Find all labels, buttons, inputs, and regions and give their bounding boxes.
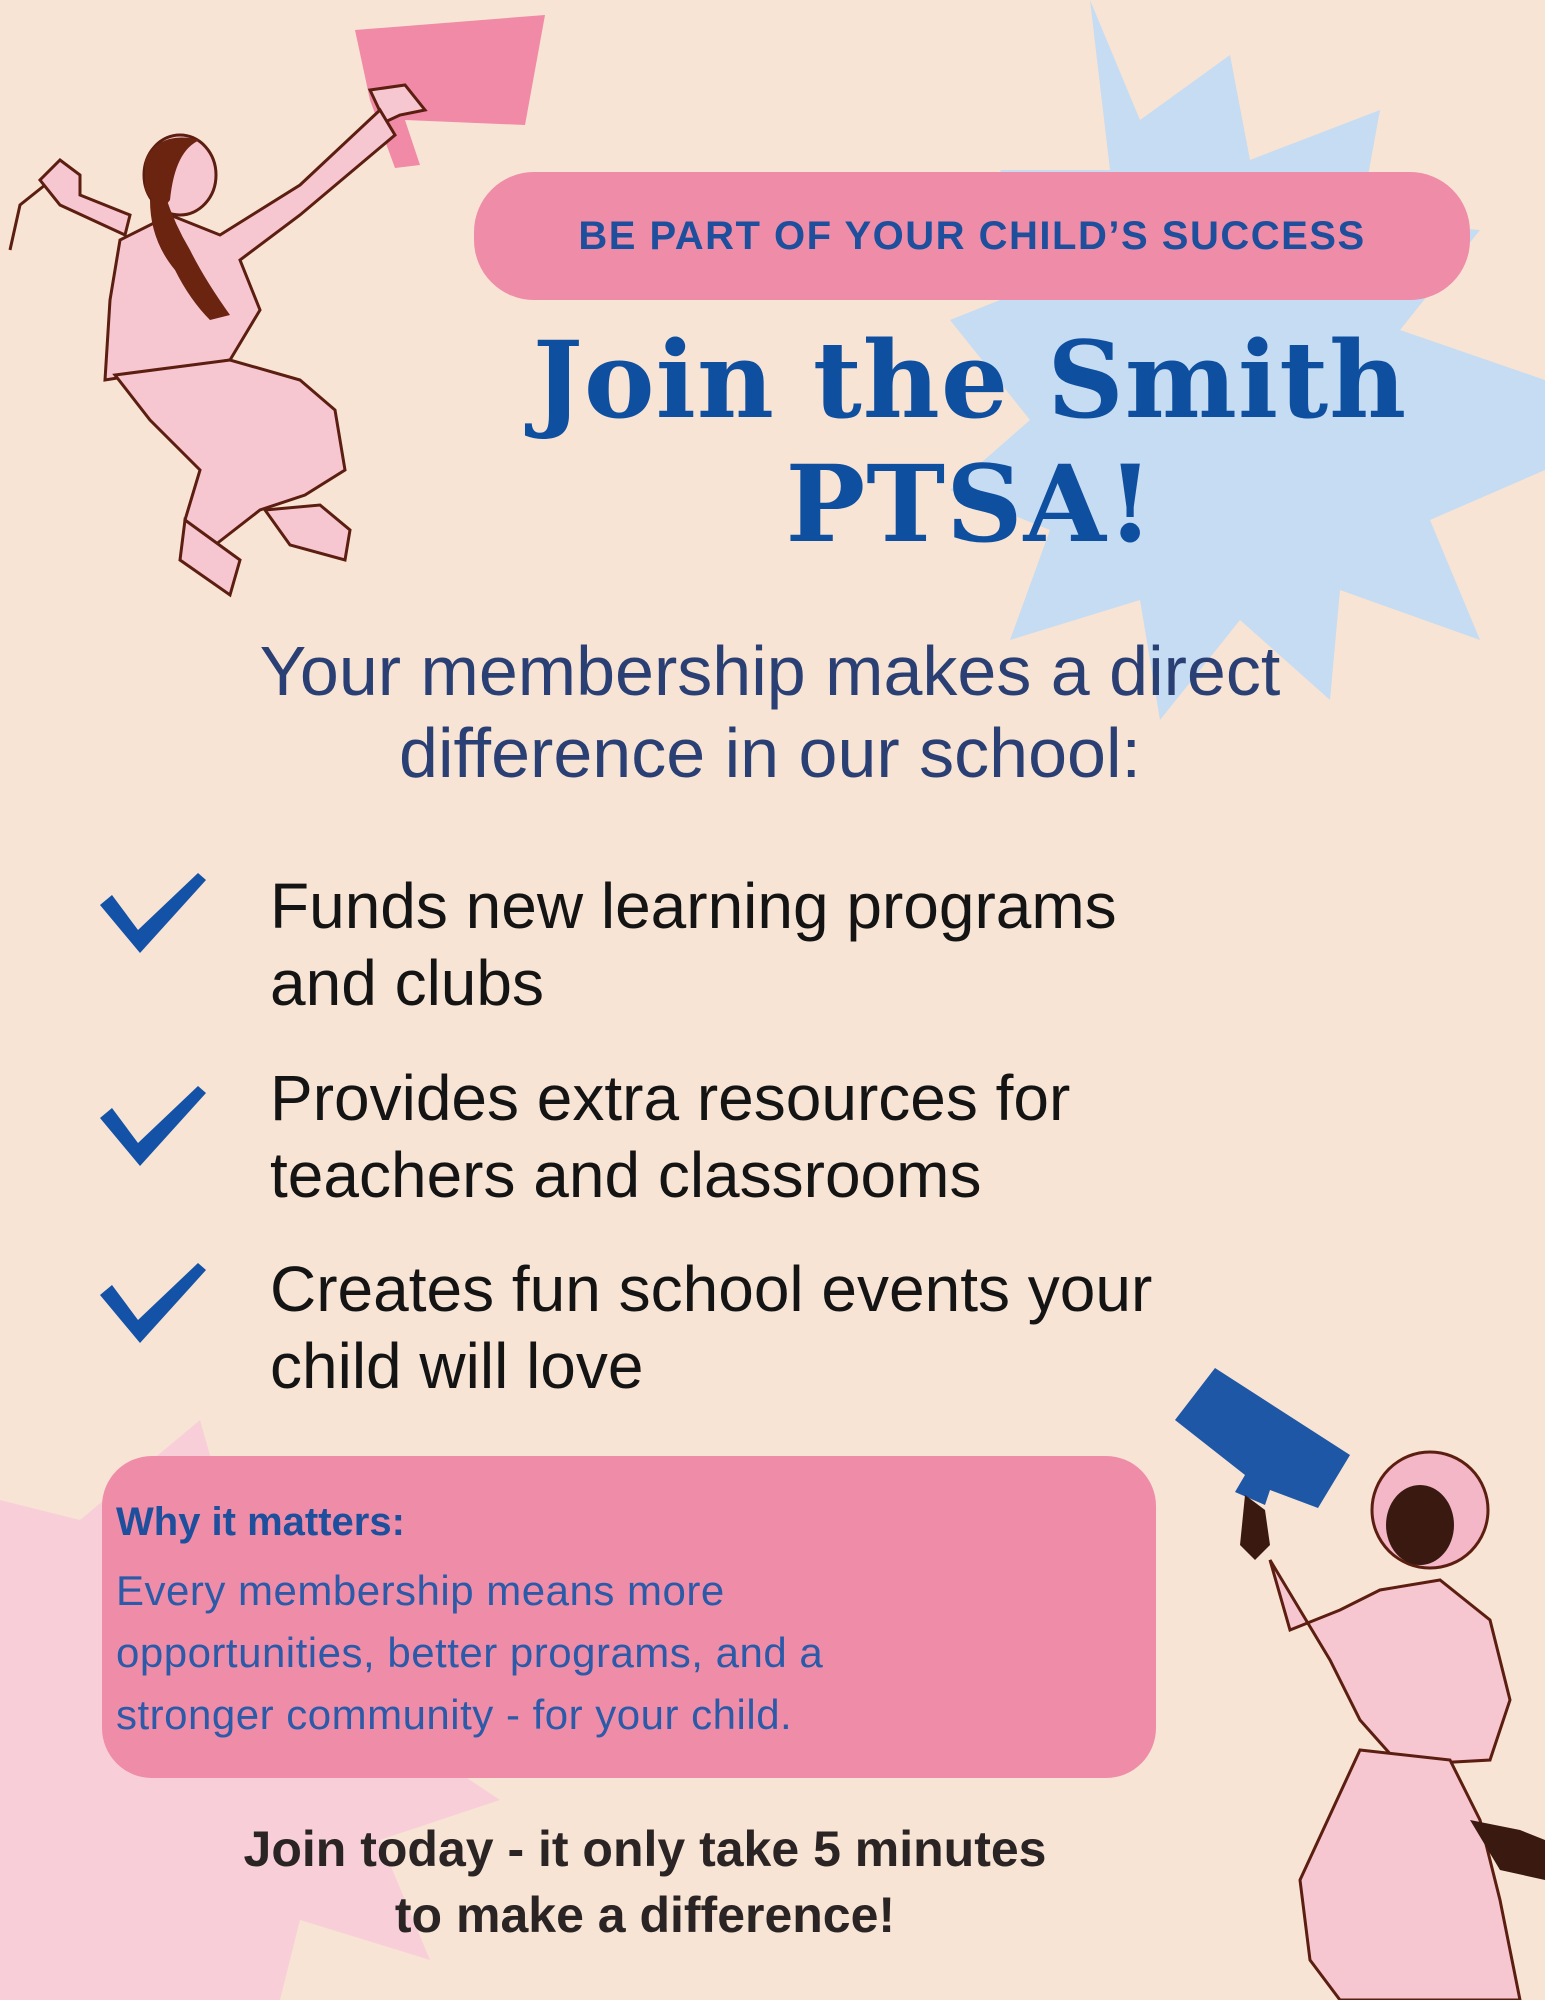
why-it-matters-body — [116, 1560, 1136, 1746]
intro-line-2: difference in our school: — [399, 714, 1141, 792]
why-line: stronger community - for your child. — [116, 1691, 793, 1738]
benefit-line: Funds new learning programs — [270, 870, 1117, 942]
benefit-text — [270, 1060, 1400, 1214]
intro-line-1: Your membership makes a direct — [259, 632, 1281, 710]
tagline-text: BE PART OF YOUR CHILD’S SUCCESS — [578, 213, 1366, 258]
headline-line-2: PTSA! — [785, 441, 1155, 566]
benefit-text — [270, 868, 1400, 1022]
headline-line-1: Join the Smith — [532, 317, 1408, 442]
cta-line-1: Join today - it only take 5 minutes — [243, 1821, 1047, 1877]
call-to-action — [80, 1816, 1210, 1948]
benefit-text — [270, 1251, 1400, 1405]
why-line: Every membership means more — [116, 1567, 725, 1614]
benefit-line: and clubs — [270, 947, 544, 1019]
benefit-line: Provides extra resources for — [270, 1062, 1071, 1134]
benefit-line: Creates fun school events your — [270, 1253, 1153, 1325]
benefit-line: child will love — [270, 1330, 644, 1402]
why-it-matters-box — [102, 1456, 1156, 1778]
benefit-line: teachers and classrooms — [270, 1139, 982, 1211]
why-line: opportunities, better programs, and a — [116, 1629, 824, 1676]
cta-line-2: to make a difference! — [394, 1887, 896, 1943]
why-it-matters-title: Why it matters: — [116, 1500, 405, 1544]
